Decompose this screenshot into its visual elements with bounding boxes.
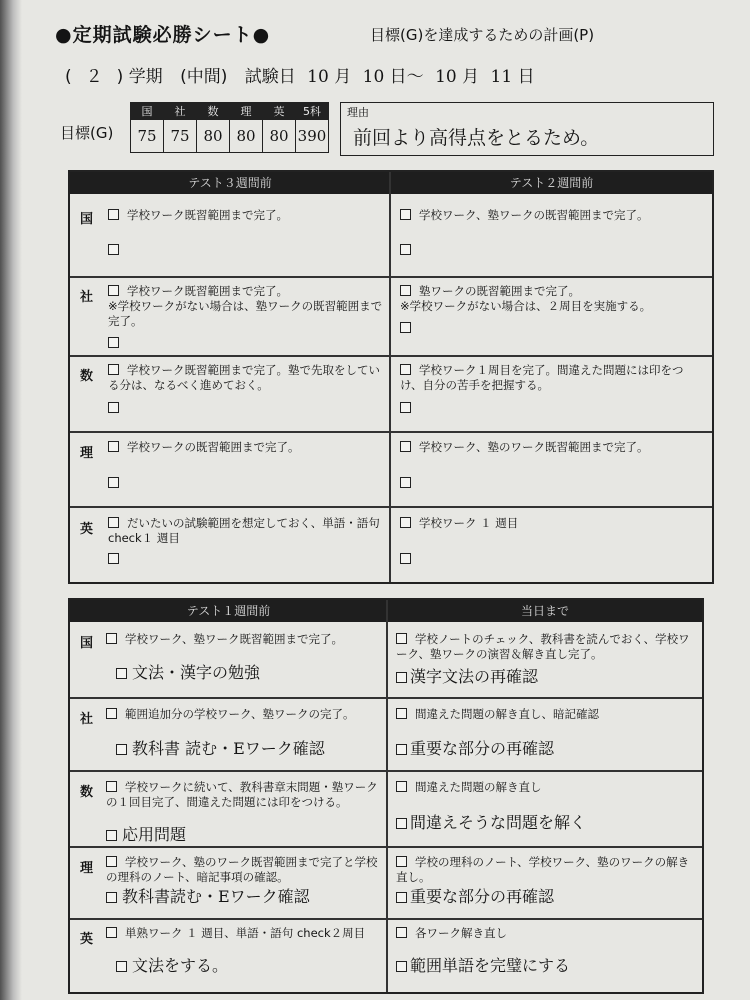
checkbox[interactable] — [396, 781, 407, 792]
plan-cell — [396, 926, 696, 941]
checkbox[interactable] — [108, 477, 119, 488]
plan-text: 学校ワーク、塾のワーク既習範囲まで完了。 — [419, 440, 649, 454]
checkbox[interactable] — [116, 961, 127, 972]
col-header-exam-day: 当日まで — [388, 600, 702, 622]
row-divider — [70, 506, 712, 508]
checkbox[interactable] — [396, 744, 407, 755]
checkbox[interactable] — [108, 364, 119, 375]
plan-text: 単熟ワーク １ 週目、単語・語句 check２周目 — [125, 926, 366, 940]
tilde: ～ — [406, 67, 424, 87]
plan-cell — [108, 440, 383, 455]
plan-text: 間違えた問題の解き直し — [415, 780, 542, 794]
goal-score-table — [130, 102, 329, 153]
handwritten-note[interactable]: 漢字文法の再確認 — [410, 667, 539, 686]
sheet-title: ●定期試験必勝シート● — [55, 24, 271, 46]
plan-text: 学校ワーク、塾ワークの既習範囲まで完了。 — [419, 208, 649, 222]
row-divider — [70, 276, 712, 278]
subject-label: 理 — [80, 861, 94, 876]
plan-text: 学校ワーク、塾ワーク既習範囲まで完了。 — [125, 632, 344, 646]
month-char-2: 月 — [462, 67, 480, 87]
goal-score[interactable]: 75 — [131, 120, 164, 153]
checkbox[interactable] — [106, 633, 117, 644]
checkbox[interactable] — [108, 441, 119, 452]
day-char-2: 日 — [517, 67, 535, 87]
handwritten-note[interactable]: 文法をする。 — [132, 956, 229, 975]
plan-cell — [396, 707, 696, 722]
day-char-1: 日 — [389, 67, 407, 87]
column-divider — [389, 172, 391, 582]
row-divider — [70, 918, 702, 920]
plan-text: だいたいの試験範囲を想定しておく、単語・語句 check１ 週目 — [108, 516, 380, 545]
subject-label: 英 — [80, 522, 94, 537]
subject-label: 数 — [80, 369, 94, 384]
goal-subject: 国 — [131, 103, 164, 120]
reason-text[interactable]: 前回より高得点をとるため。 — [353, 127, 600, 149]
plan-text: 学校ワーク、塾のワーク既習範囲まで完了と学校の理科のノート、暗記事項の確認。 — [106, 855, 378, 884]
checkbox[interactable] — [108, 244, 119, 255]
handwritten-note[interactable]: 応用問題 — [122, 825, 187, 844]
row-divider — [70, 431, 712, 433]
handwritten-note[interactable]: 文法・漢字の勉強 — [132, 663, 261, 682]
checkbox[interactable] — [106, 856, 117, 867]
plan-text: 学校の理科のノート、学校ワーク、塾のワークの解き直し。 — [396, 855, 690, 884]
checkbox[interactable] — [400, 553, 411, 564]
row-divider — [70, 770, 702, 772]
checkbox[interactable] — [396, 927, 407, 938]
checkbox[interactable] — [108, 285, 119, 296]
goal-label: 目標(G) — [60, 124, 114, 142]
goal-score[interactable]: 80 — [197, 120, 230, 153]
plan-cell — [106, 855, 381, 885]
plan-table-top — [68, 170, 714, 584]
subject-label: 英 — [80, 932, 94, 947]
goal-score[interactable]: 390 — [296, 120, 329, 153]
checkbox[interactable] — [108, 553, 119, 564]
checkbox[interactable] — [108, 402, 119, 413]
plan-cell — [106, 780, 381, 810]
checkbox[interactable] — [400, 477, 411, 488]
checkbox[interactable] — [400, 285, 411, 296]
goal-score[interactable]: 75 — [164, 120, 197, 153]
plan-cell — [396, 632, 696, 662]
handwritten-note[interactable]: 教科書 読む・Eワーク確認 — [132, 739, 325, 758]
plan-cell — [396, 780, 696, 795]
plan-cell — [106, 707, 381, 722]
checkbox[interactable] — [108, 209, 119, 220]
plan-text: 学校ワークに続いて、教科書章末問題・塾ワークの１回目完了、間違えた問題には印をつける。 — [106, 780, 378, 809]
checkbox[interactable] — [106, 892, 117, 903]
checkbox[interactable] — [106, 927, 117, 938]
checkbox[interactable] — [400, 364, 411, 375]
handwritten-note[interactable]: 重要な部分の再確認 — [410, 887, 555, 906]
row-divider — [70, 846, 702, 848]
plan-cell — [108, 516, 383, 546]
plan-text: 学校ワーク １ 週目 — [419, 516, 519, 530]
start-month: 10 — [307, 67, 329, 87]
checkbox[interactable] — [108, 337, 119, 348]
checkbox[interactable] — [106, 781, 117, 792]
checkbox[interactable] — [396, 672, 407, 683]
checkbox[interactable] — [400, 517, 411, 528]
checkbox[interactable] — [116, 744, 127, 755]
column-divider — [386, 600, 388, 992]
term-line — [65, 62, 535, 87]
checkbox[interactable] — [116, 668, 127, 679]
checkbox[interactable] — [396, 892, 407, 903]
plan-cell — [400, 208, 705, 223]
subject-label: 数 — [80, 785, 94, 800]
reason-box — [340, 102, 714, 156]
plan-text: 間違えた問題の解き直し、暗記確認 — [415, 707, 599, 721]
subject-label: 社 — [80, 712, 94, 727]
goal-subject: 理 — [230, 103, 263, 120]
sheet-subtitle: 目標(G)を達成するための計画(P) — [370, 26, 595, 44]
checkbox[interactable] — [396, 633, 407, 644]
row-divider — [70, 697, 702, 699]
checkbox[interactable] — [400, 209, 411, 220]
plan-cell — [400, 440, 705, 455]
end-day: 11 — [490, 67, 513, 87]
plan-cell — [106, 926, 381, 941]
paren-open: ( — [65, 67, 72, 87]
goal-subject: 社 — [164, 103, 197, 120]
goal-score[interactable]: 80 — [263, 120, 296, 153]
checkbox[interactable] — [400, 402, 411, 413]
plan-cell — [106, 632, 381, 647]
goal-subject: 英 — [263, 103, 296, 120]
goal-score[interactable]: 80 — [230, 120, 263, 153]
checkbox[interactable] — [106, 830, 117, 841]
checkbox[interactable] — [400, 322, 411, 333]
handwritten-note[interactable]: 重要な部分の再確認 — [410, 739, 555, 758]
plan-text: 学校ワーク既習範囲まで完了。 ※学校ワークがない場合は、塾ワークの既習範囲まで完了。 — [108, 284, 383, 328]
row-divider — [70, 355, 712, 357]
checkbox[interactable] — [396, 818, 407, 829]
subject-label: 社 — [80, 290, 94, 305]
term-label: 学期 — [128, 67, 163, 87]
plan-cell — [400, 363, 705, 393]
paren-close: ) — [116, 67, 124, 87]
subject-label: 理 — [80, 446, 94, 461]
page-edge-shadow — [0, 0, 22, 1000]
checkbox[interactable] — [396, 856, 407, 867]
month-char-1: 月 — [334, 67, 352, 87]
plan-text: 各ワーク解き直し — [415, 926, 507, 940]
plan-text: 学校ワーク既習範囲まで完了。 — [127, 208, 288, 222]
col-header-1week: テスト１週間前 — [70, 600, 387, 622]
col-header-2weeks: テスト２週間前 — [391, 172, 712, 194]
handwritten-note[interactable]: 間違えそうな問題を解く — [410, 813, 587, 832]
checkbox[interactable] — [396, 708, 407, 719]
handwritten-note[interactable]: 教科書読む・Eワーク確認 — [122, 887, 310, 906]
checkbox[interactable] — [400, 244, 411, 255]
plan-table-bottom — [68, 598, 704, 994]
goal-subject: 5科 — [296, 103, 329, 120]
exam-type: (中間) — [180, 67, 228, 87]
checkbox[interactable] — [106, 708, 117, 719]
checkbox[interactable] — [400, 441, 411, 452]
plan-cell — [108, 363, 383, 393]
plan-text: 学校ノートのチェック、教科書を読んでおく、学校ワーク、塾ワークの演習＆解き直し完了。 — [396, 632, 690, 661]
plan-text: 学校ワークの既習範囲まで完了。 — [127, 440, 300, 454]
exam-date-label: 試験日 — [244, 67, 296, 87]
plan-cell — [396, 855, 696, 885]
plan-cell — [108, 284, 383, 329]
handwritten-note[interactable]: 範囲単語を完璧にする — [410, 956, 571, 975]
plan-cell — [400, 284, 705, 314]
goal-subject: 数 — [197, 103, 230, 120]
start-day: 10 — [362, 67, 385, 87]
subject-label: 国 — [80, 636, 94, 651]
plan-text: 範囲追加分の学校ワーク、塾ワークの完了。 — [125, 707, 355, 721]
reason-label: 理由 — [347, 106, 369, 119]
plan-cell — [400, 516, 705, 531]
checkbox[interactable] — [396, 961, 407, 972]
col-header-3weeks: テスト３週間前 — [70, 172, 390, 194]
term-number: ２ — [85, 67, 103, 87]
plan-text: 学校ワーク既習範囲まで完了。塾で先取をしている分は、なるべく進めておく。 — [108, 363, 380, 392]
checkbox[interactable] — [108, 517, 119, 528]
plan-text: 学校ワーク１周目を完了。間違えた問題には印をつけ、自分の苦手を把握する。 — [400, 363, 684, 392]
end-month: 10 — [435, 67, 457, 87]
plan-cell — [108, 208, 383, 223]
subject-label: 国 — [80, 212, 94, 227]
plan-text: 塾ワークの既習範囲まで完了。 ※学校ワークがない場合は、２周目を実施する。 — [400, 284, 652, 313]
